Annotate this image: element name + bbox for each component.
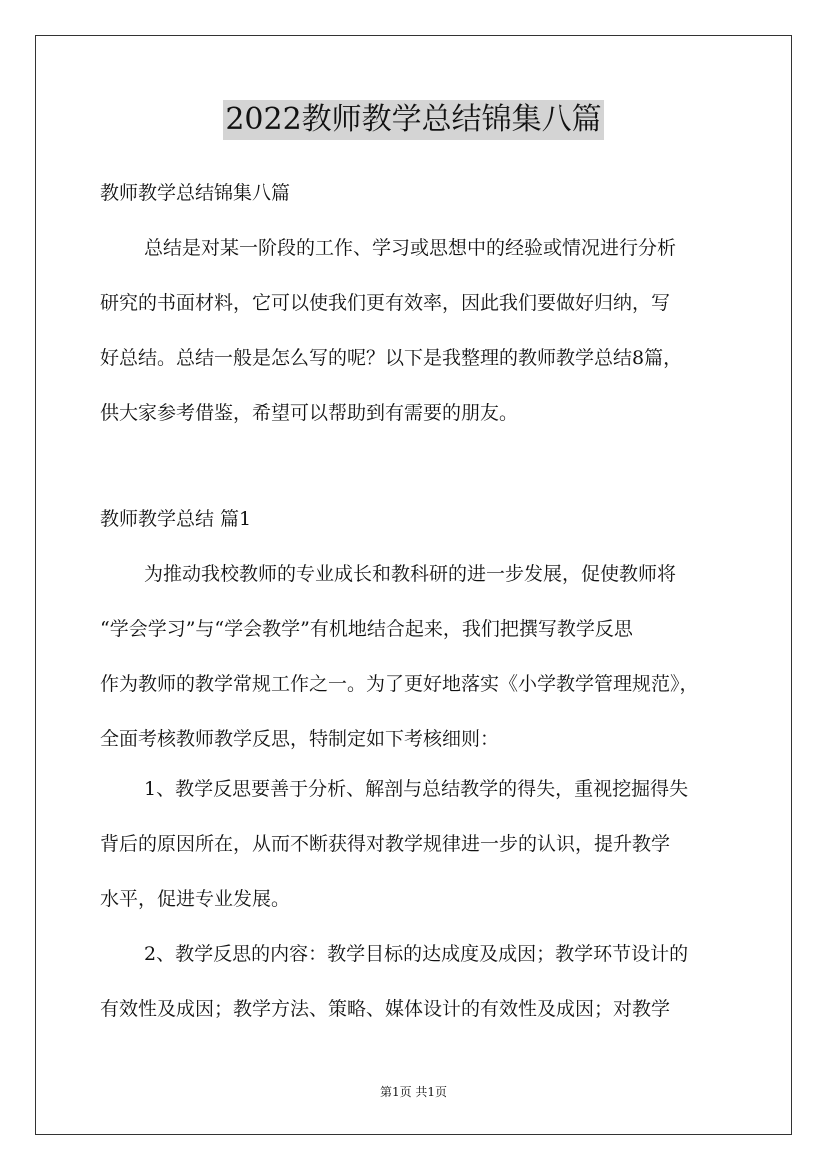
- paragraph-line: 背后的原因所在，从而不断获得对教学规律进一步的认识，提升教学: [100, 833, 671, 855]
- paragraph-line: 好总结。总结一般是怎么写的呢？以下是我整理的教师教学总结8篇，: [100, 347, 683, 369]
- subtitle-line: 教师教学总结锦集八篇: [100, 182, 291, 204]
- paragraph-line: “学会学习”与“学会教学”有机地结合起来，我们把撰写教学反思: [100, 618, 633, 640]
- document-title: 2022教师教学总结锦集八篇: [223, 100, 603, 140]
- paragraph-line: 有效性及成因；教学方法、策略、媒体设计的有效性及成因；对教学: [100, 998, 671, 1020]
- paragraph-line: 水平，促进专业发展。: [100, 888, 291, 910]
- section-heading: 教师教学总结 篇1: [100, 508, 252, 530]
- page-footer: 第1页 共1页: [379, 1085, 448, 1099]
- paragraph-line: 总结是对某一阶段的工作、学习或思想中的经验或情况进行分析: [144, 237, 677, 259]
- paragraph-line: 研究的书面材料，它可以使我们更有效率，因此我们要做好归纳，写: [100, 292, 671, 314]
- paragraph-line: 2、教学反思的内容：教学目标的达成度及成因；教学环节设计的: [144, 943, 689, 965]
- paragraph-line: 1、教学反思要善于分析、解剖与总结教学的得失，重视挖掘得失: [144, 778, 689, 800]
- paragraph-line: 作为教师的教学常规工作之一。为了更好地落实《小学教学管理规范》，: [100, 673, 699, 695]
- paragraph-line: 全面考核教师教学反思，特制定如下考核细则：: [100, 728, 500, 750]
- paragraph-line: 为推动我校教师的专业成长和教科研的进一步发展，促使教师将: [144, 563, 677, 585]
- title-wrapper: [0, 100, 827, 140]
- paragraph-line: 供大家参考借鉴，希望可以帮助到有需要的朋友。: [100, 402, 519, 424]
